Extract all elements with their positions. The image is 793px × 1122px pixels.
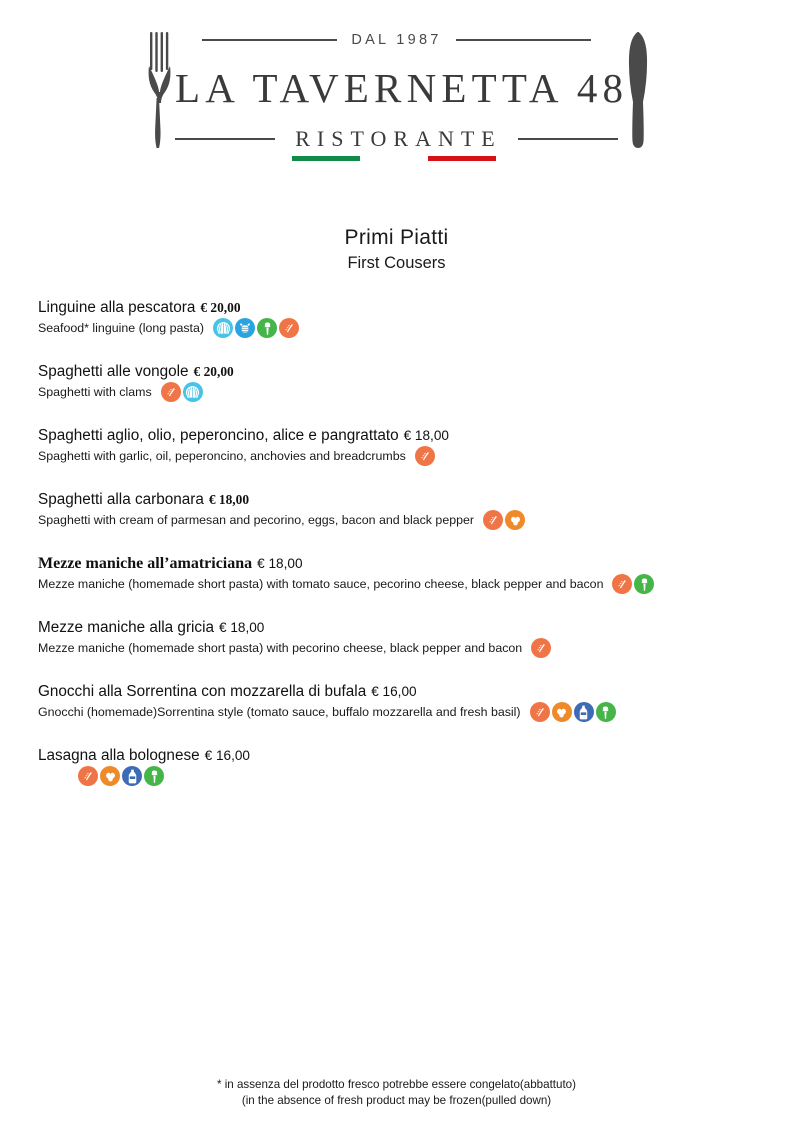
italian-flag-bar — [292, 156, 496, 161]
menu-item — [38, 491, 763, 530]
section-header — [0, 226, 793, 273]
milk-allergen-icon — [574, 702, 594, 722]
flag-red — [428, 156, 496, 161]
rule-left — [202, 39, 337, 41]
established-text: DAL 1987 — [351, 32, 442, 48]
gluten-allergen-icon — [279, 318, 299, 338]
egg-allergen-icon — [552, 702, 572, 722]
celery-allergen-icon — [634, 574, 654, 594]
footnote-line-en: (in the absence of fresh product may be frozen(pulled down) — [241, 1093, 552, 1107]
menu-item-desc-line — [38, 766, 763, 786]
established-row — [175, 28, 618, 52]
menu-item-title-line — [38, 555, 763, 573]
menu-item-name: Lasagna alla bolognese — [38, 747, 200, 764]
menu-item-desc-line — [38, 446, 763, 466]
menu-item-description: Spaghetti with cream of parmesan and pecorino, eggs, bacon and black pepper — [38, 513, 475, 527]
menu-item-title-line — [38, 619, 763, 637]
menu-item-name: Mezze maniche alla gricia — [38, 619, 214, 636]
celery-allergen-icon — [257, 318, 277, 338]
menu-item-price: € 18,00 — [403, 428, 449, 443]
gluten-allergen-icon — [78, 766, 98, 786]
milk-allergen-icon — [122, 766, 142, 786]
menu-item-name: Linguine alla pescatora — [38, 299, 196, 316]
menu-item — [38, 427, 763, 466]
menu-item-price: € 18,00 — [219, 620, 265, 635]
allergen-icon-group — [483, 510, 525, 530]
section-subtitle: First Cousers — [347, 254, 446, 272]
footnote-line-it: * in assenza del prodotto fresco potrebbe essere congelato(abbattuto) — [217, 1078, 576, 1091]
fork-icon — [145, 30, 175, 155]
knife-icon — [625, 30, 651, 155]
menu-item — [38, 747, 763, 786]
gluten-allergen-icon — [415, 446, 435, 466]
gluten-allergen-icon — [161, 382, 181, 402]
allergen-icon-group — [612, 574, 654, 594]
flag-white — [360, 156, 428, 161]
rule-right-2 — [518, 138, 618, 140]
section-title: Primi Piatti — [344, 226, 449, 249]
allergen-icon-group — [415, 446, 435, 466]
menu-item-name: Gnocchi alla Sorrentina con mozzarella di bufala — [38, 683, 367, 700]
allergen-icon-group — [161, 382, 203, 402]
menu-item-description: Seafood* linguine (long pasta) — [38, 321, 205, 335]
menu-item — [38, 299, 763, 338]
menu-item-desc-line — [38, 638, 763, 658]
menu-item-description: Mezze maniche (homemade short pasta) with tomato sauce, pecorino cheese, black pepper and bacon — [38, 577, 604, 591]
gluten-allergen-icon — [530, 702, 550, 722]
egg-allergen-icon — [505, 510, 525, 530]
menu-item-price: € 16,00 — [204, 748, 250, 763]
mollusc-allergen-icon — [213, 318, 233, 338]
menu-item-desc-line — [38, 318, 763, 338]
menu-item-price: € 18,00 — [257, 556, 303, 571]
menu-item-price: € 18,00 — [208, 492, 250, 507]
celery-allergen-icon — [596, 702, 616, 722]
rule-left-2 — [175, 138, 275, 140]
allergen-icon-group — [213, 318, 299, 338]
egg-allergen-icon — [100, 766, 120, 786]
subtitle-row — [175, 126, 618, 152]
menu-item-price: € 16,00 — [371, 684, 417, 699]
allergen-icon-group — [78, 766, 164, 786]
menu-item — [38, 619, 763, 658]
menu-item-description: Mezze maniche (homemade short pasta) with pecorino cheese, black pepper and bacon — [38, 641, 523, 655]
footnote — [0, 1077, 793, 1108]
menu-item-title-line — [38, 299, 763, 317]
menu-item-desc-line — [38, 382, 763, 402]
crustacean-allergen-icon — [235, 318, 255, 338]
subtitle-wrap — [291, 126, 502, 152]
gluten-allergen-icon — [612, 574, 632, 594]
menu-item-title-line — [38, 747, 763, 765]
allergen-icon-group — [531, 638, 551, 658]
menu-item — [38, 363, 763, 402]
menu-item-title-line — [38, 363, 763, 381]
allergen-icon-group — [530, 702, 616, 722]
menu-item-desc-line — [38, 702, 763, 722]
menu-item-name: Spaghetti aglio, olio, peperoncino, alice e pangrattato — [38, 427, 399, 444]
menu-item-description: Spaghetti with garlic, oil, peperoncino, anchovies and breadcrumbs — [38, 449, 406, 463]
menu-item-title-line — [38, 683, 763, 701]
menu-item-price: € 20,00 — [200, 300, 241, 315]
brand-name: LA TAVERNETTA 48 — [175, 65, 629, 111]
rule-right — [456, 39, 591, 41]
flag-green — [292, 156, 360, 161]
menu-item-name: Mezze maniche all’amatriciana — [38, 555, 253, 572]
subtitle-text: RISTORANTE — [295, 126, 502, 151]
celery-allergen-icon — [144, 766, 164, 786]
menu-item — [38, 683, 763, 722]
restaurant-logo — [0, 0, 793, 190]
gluten-allergen-icon — [531, 638, 551, 658]
menu-item-price: € 20,00 — [193, 364, 234, 379]
menu-item-description: Spaghetti with clams — [38, 385, 152, 399]
menu-item-title-line — [38, 491, 763, 509]
menu-item-name: Spaghetti alle vongole — [38, 363, 189, 380]
mollusc-allergen-icon — [183, 382, 203, 402]
menu-item — [38, 555, 763, 594]
menu-item-title-line — [38, 427, 763, 445]
menu-item-desc-line — [38, 510, 763, 530]
menu-list — [0, 299, 793, 786]
gluten-allergen-icon — [483, 510, 503, 530]
menu-item-description: Gnocchi (homemade)Sorrentina style (tomato sauce, buffalo mozzarella and fresh basil) — [38, 705, 521, 719]
menu-item-desc-line — [38, 574, 763, 594]
menu-item-name: Spaghetti alla carbonara — [38, 491, 204, 508]
